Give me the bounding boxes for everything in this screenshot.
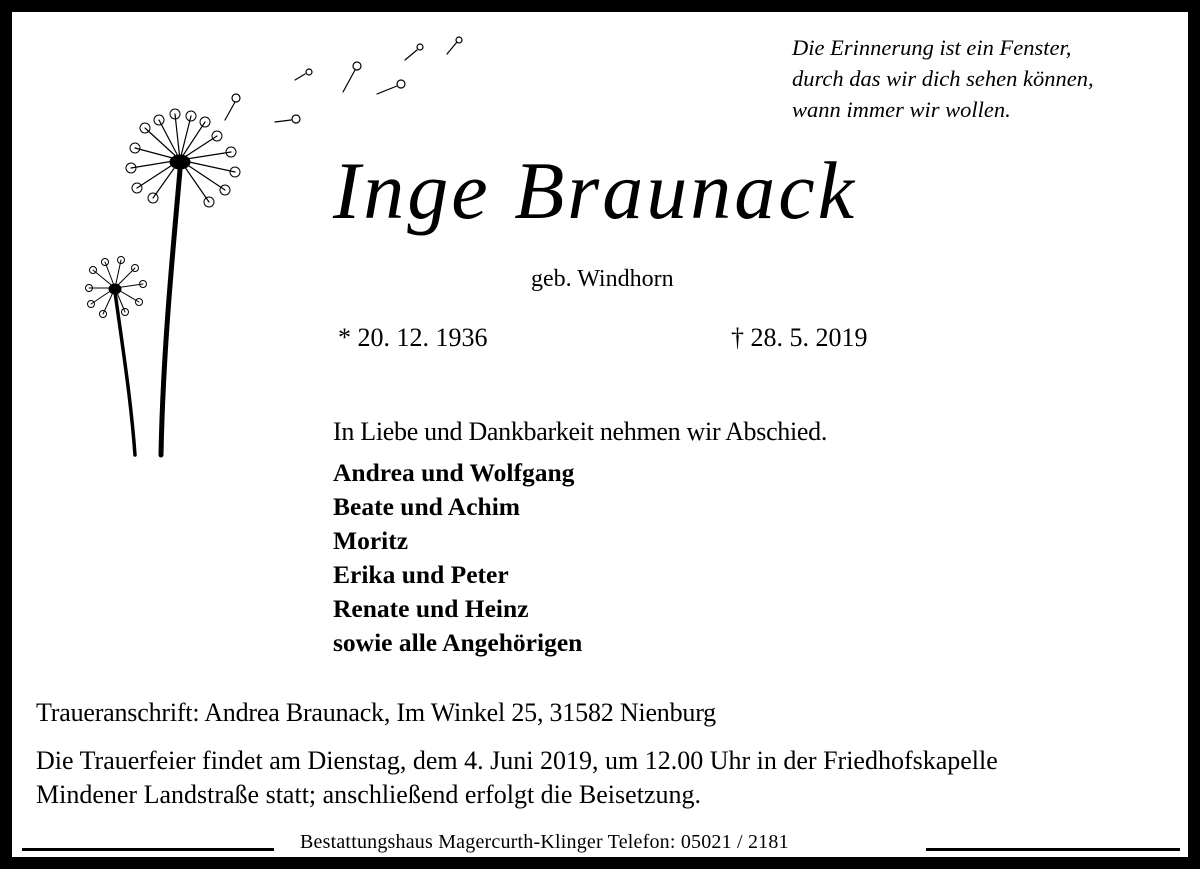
ceremony-line: Mindener Landstraße statt; anschließend erfolgt die Beisetzung. [36, 780, 701, 809]
funeral-home-footer: Bestattungshaus Magercurth-Klinger Telefon: 05021 / 2181 [300, 831, 789, 853]
ceremony-info [36, 744, 998, 812]
mourner-item: Moritz [333, 526, 409, 555]
ceremony-line: Die Trauerfeier findet am Dienstag, dem 4. Juni 2019, um 12.00 Uhr in der Friedhofskapelle [36, 746, 998, 775]
mourner-item: Beate und Achim [333, 492, 521, 521]
death-date: † 28. 5. 2019 [731, 323, 868, 352]
deceased-name: Inge Braunack [333, 145, 857, 236]
mourner-item: sowie alle Angehörigen [333, 628, 583, 657]
quote-line: wann immer wir wollen. [792, 97, 1011, 122]
farewell-text: In Liebe und Dankbarkeit nehmen wir Abschied. [333, 417, 828, 446]
quote-line: durch das wir dich sehen können, [792, 66, 1094, 91]
birth-date: * 20. 12. 1936 [338, 323, 488, 352]
maiden-name: geb. Windhorn [531, 266, 674, 292]
mourner-item: Erika und Peter [333, 560, 509, 589]
mourning-address: Traueranschrift: Andrea Braunack, Im Winkel 25, 31582 Nienburg [36, 698, 716, 727]
mourners-list [333, 456, 582, 660]
quote-line: Die Erinnerung ist ein Fenster, [792, 35, 1072, 60]
dandelion-icon [75, 30, 475, 470]
memorial-quote [792, 32, 1094, 125]
footer-rule-left [22, 848, 274, 851]
footer-rule-right [926, 848, 1180, 851]
mourner-item: Andrea und Wolfgang [333, 458, 575, 487]
mourner-item: Renate und Heinz [333, 594, 529, 623]
